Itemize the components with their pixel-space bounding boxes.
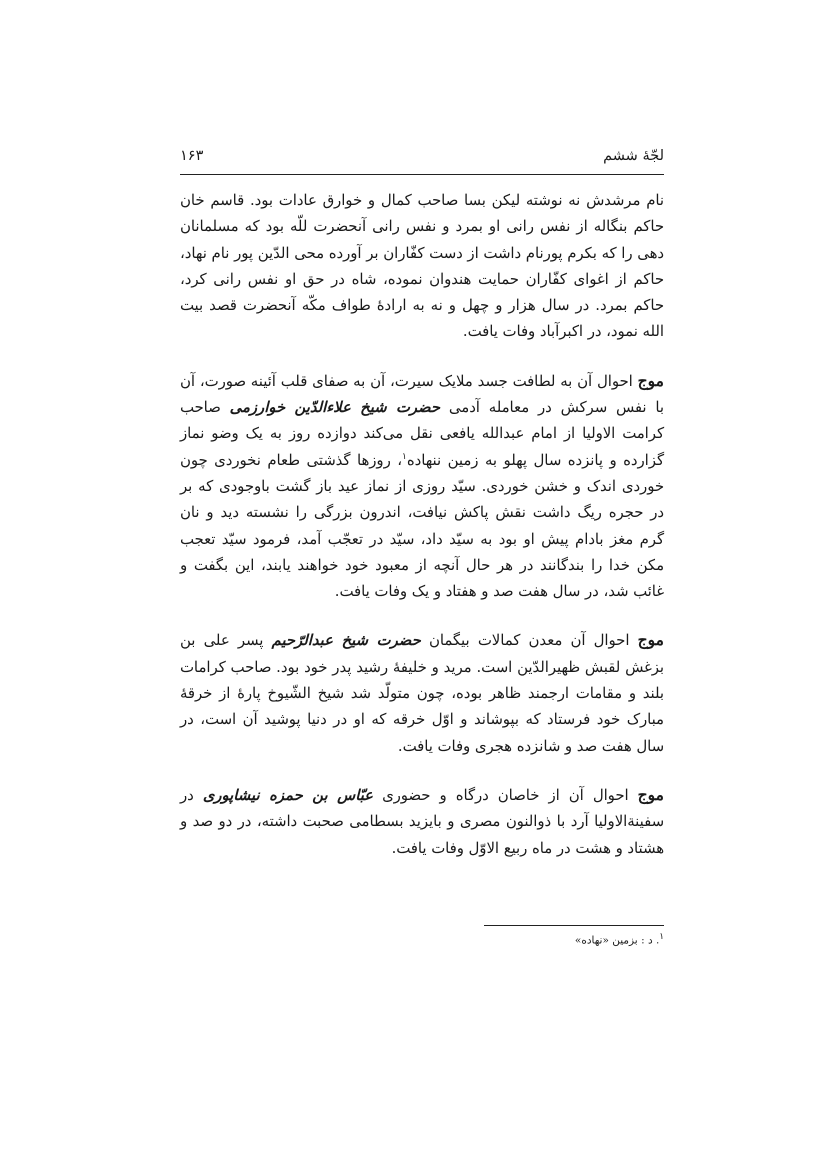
paragraph-text: نام مرشدش نه نوشته لیکن بسا صاحب کمال و خوارق عادات بود. قاسم خان حاکم بنگاله از نفس رانی او بمرد و نفس رانی آنحضرت للّه بود که مسلمانان دهی را که بکرم پورنام داشت از دست کفّاران بر آورده محی الدّین پور نام نهاد، حاکم از اغوای کفّاران حمایت هندوان نموده، شاه در حق او نفس رانی کرد، حاکم بمرد. در سال هزار و چهل و نه به ارادهٔ طواف مکّه آنحضرت قصد بیت الله نمود، در اکبرآباد وفات یافت.: [180, 192, 664, 341]
paragraph-text: پسر علی بن بزغش لقبش ظهیرالدّین است. مرید و خلیفهٔ رشید پدر خود بود. صاحب کرامات بلند و مقامات ارجمند ظاهر بوده، چون متولّد شد شیخ الشّیوخ پارهٔ از خرقهٔ مبارک خود فرستاد که بپوشاند و اوّل خرقه که او در دنیا پوشید آن است، در سال هفت صد و شانزده هجری وفات یافت.: [180, 632, 664, 755]
paragraph-4: [180, 782, 664, 862]
paragraph-text: احوال آن از خاصان درگاه و حضوری: [373, 786, 638, 804]
paragraph-1: [180, 188, 664, 346]
paragraph-text: احوال آن به لطافت جسد ملایک سیرت، آن به صفای قلب آئینه صورت، آن با نفس سرکش در معامله آدمی: [180, 372, 665, 417]
running-header: [180, 148, 664, 164]
section-keyword: موج: [637, 630, 664, 650]
person-name: حضرت شیخ عبدالرّحیم: [271, 632, 421, 650]
chapter-title: لجّهٔ ششم: [603, 148, 664, 164]
paragraph-text: احوال آن معدن کمالات بیگمان: [420, 632, 638, 650]
footnote-rule: [484, 925, 664, 926]
header-rule: [180, 174, 664, 175]
paragraph-text: صاحب کرامت الاولیا از امام عبدالله یافعی نقل می‌کند دوازده روز به یک وضو نماز گزارده و پانزده سال پهلو به زمین ننهاده: [180, 399, 664, 469]
footnote-text: . د : بزمین «نهاده»: [574, 934, 660, 947]
section-keyword: موج: [637, 784, 664, 804]
footnote-number: ۱: [659, 932, 664, 942]
main-text: [180, 188, 664, 884]
person-name: حضرت شیخ علاءالدّین خوارزمی: [229, 399, 441, 417]
page-number: ۱۶۳: [180, 148, 204, 164]
paragraph-2: [180, 368, 664, 606]
section-keyword: موج: [637, 370, 664, 390]
paragraph-text: در سفینةالاولیا آرد با ذوالنون مصری و بایزید بسطامی صحبت داشته، در دو صد و هشتاد و هشت در ماه ربیع الاوّل وفات یافت.: [180, 786, 664, 857]
footnote: [180, 932, 664, 947]
footnote-marker[interactable]: ۱: [402, 451, 407, 462]
paragraph-text: ، روزها گذشتی طعام نخوردی چون خوردی اندک و خشن خوردی. سیّد روزی از نماز عید باز گشت باوجودی که بر در حجره ریگ داشت نقش پاکش نیافت، اندرون بزرگی را نشسته دید و نان گرم مغز بادام پیش او بود به سیّد داد، سیّد در تعجّب آمد، فرمود سیّد تعجب مکن خدا را بندگانند در هر حال آنچه از معبود خود خواهند یابند، این بگفت و غائب شد، در سال هفت صد و هفتاد و یک وفات یافت.: [180, 451, 664, 601]
paragraph-3: [180, 627, 664, 759]
person-name: عبّاس بن حمزه نیشاپوری: [202, 786, 373, 804]
